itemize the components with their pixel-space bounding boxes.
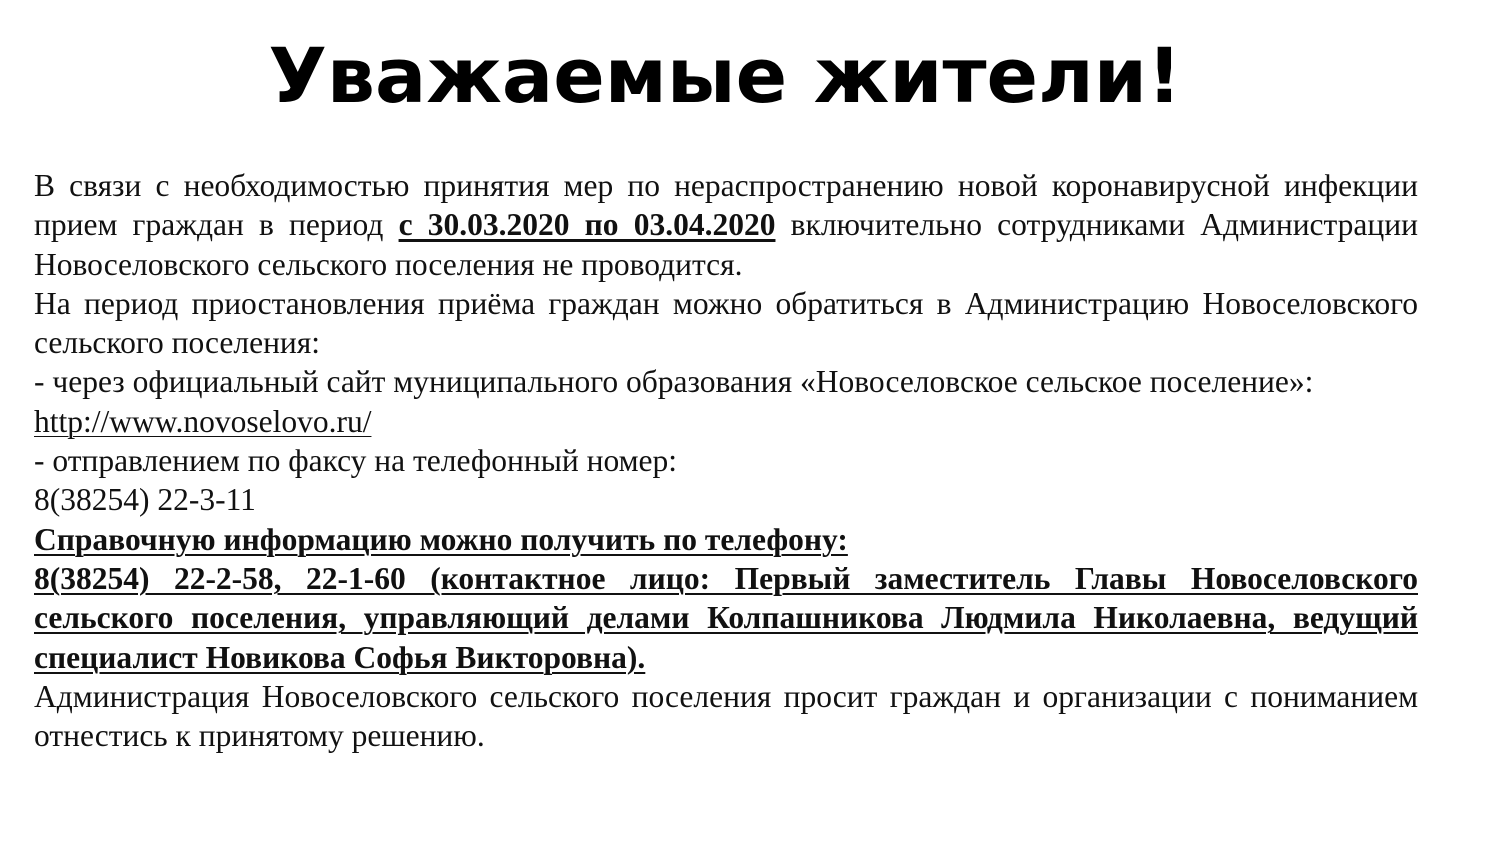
official-site-link[interactable]: http://www.novoselovo.ru/ — [34, 403, 372, 439]
notice-body — [34, 166, 1418, 755]
paragraph-suspension-before: В связи с необходимостью принятия мер по нераспространению новой коронавирусной инфекции прием граждан в период — [34, 168, 1418, 243]
page-title: Уважаемые жители! — [268, 31, 1182, 120]
fax-number: 8(38254) 22-3-11 — [34, 482, 256, 518]
paragraph-suspension-after: включительно сотрудниками Администрации Новоселовского сельского поселения не проводится. — [34, 207, 1418, 282]
closing-paragraph: Администрация Новоселовского сельского поселения просит граждан и организации с пониманием отнестись к принятому решению. — [34, 678, 1418, 754]
option-fax: - отправлением по факсу на телефонный номер: — [34, 443, 678, 479]
option-official-site: - через официальный сайт муниципального образования «Новоселовское сельское поселение»: — [34, 364, 1314, 400]
info-heading: Справочную информацию можно получить по телефону: — [34, 521, 848, 557]
paragraph-suspension — [34, 166, 1418, 284]
info-contacts: 8(38254) 22-2-58, 22-1-60 (контактное лицо: Первый заместитель Главы Новоселовского сельского поселения, управляющий делами Колпашникова Людмила Николаевна, ведущий специалист Новикова Софья Викторовна). — [34, 560, 1418, 675]
paragraph-contact-options: На период приостановления приёма граждан можно обратиться в Администрацию Новоселовского сельского поселения: — [34, 285, 1418, 361]
suspension-period: с 30.03.2020 по 03.04.2020 — [398, 207, 776, 243]
